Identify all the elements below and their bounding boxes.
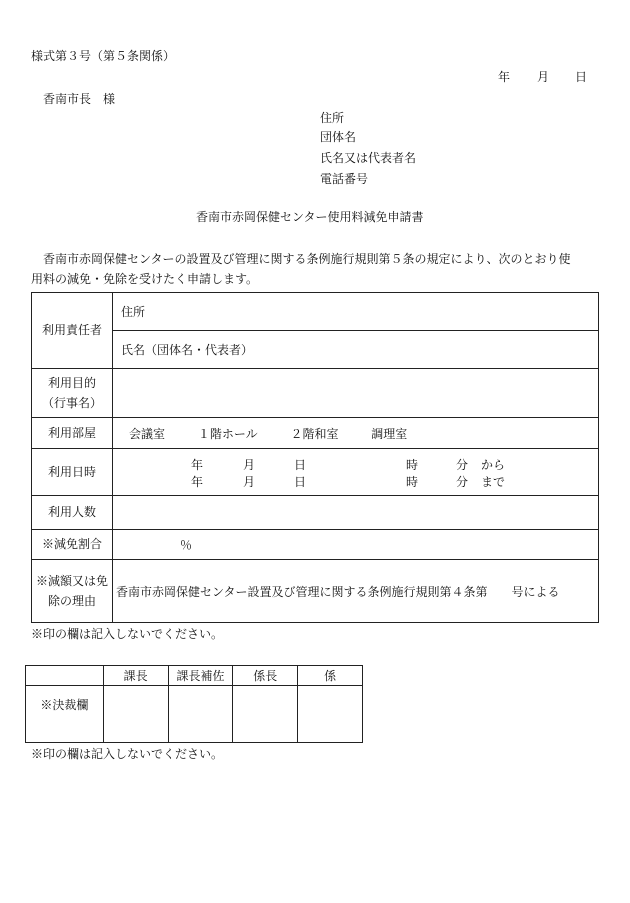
end-month: 月: [243, 475, 256, 489]
rate-field[interactable]: [113, 530, 599, 560]
end-minute: 分: [456, 475, 469, 489]
approval-label: ※決裁欄: [26, 676, 104, 733]
end-hour: 時: [406, 475, 419, 489]
approval-stamp-chief: [103, 686, 168, 743]
people-field[interactable]: [113, 496, 599, 530]
end-day: 日: [294, 475, 307, 489]
responsible-name-label: 氏名（団体名・代表者）: [121, 343, 254, 357]
intro-line-2: 用料の減免・免除を受けたく申請します。: [31, 272, 259, 286]
reason-text: 香南市赤岡保健センター設置及び管理に関する条例施行規則第４条第 号による: [116, 584, 560, 599]
approval-header-deputy: 課長補佐: [168, 666, 233, 686]
start-hour: 時: [406, 458, 419, 472]
purpose-label-line1: 利用目的: [47, 375, 96, 390]
applicant-name-label: 氏名又は代表者名: [320, 151, 417, 165]
start-from: から: [481, 458, 506, 472]
applicant-address-label: 住所: [320, 111, 345, 125]
reason-label-line2: 除の理由: [47, 594, 96, 608]
start-year: 年: [191, 458, 204, 472]
rate-label: ※減免割合: [32, 530, 113, 560]
purpose-field[interactable]: [113, 369, 599, 418]
room-option-kitchen[interactable]: 調理室: [371, 426, 408, 441]
document-title: 香南市赤岡保健センター使用料減免申請書: [196, 210, 424, 224]
datetime-label: 利用日時: [32, 449, 113, 496]
responsible-name-field[interactable]: [113, 331, 599, 369]
approval-header-subchief: 係長: [233, 666, 298, 686]
approval-stamp-subchief: [233, 686, 298, 743]
percent-sign: ％: [180, 538, 193, 552]
approval-header-staff: 係: [298, 666, 363, 686]
room-option-meeting[interactable]: 会議室: [129, 426, 166, 441]
end-year: 年: [191, 475, 204, 489]
date-month: 月: [537, 70, 550, 84]
room-options: [113, 418, 599, 449]
reason-label: [32, 560, 113, 623]
start-day: 日: [294, 458, 307, 472]
date-day: 日: [575, 70, 588, 84]
approval-stamp-staff: [298, 686, 363, 743]
applicant-phone-label: 電話番号: [320, 172, 369, 186]
end-until: まで: [481, 475, 506, 489]
start-month: 月: [243, 458, 256, 472]
people-label: 利用人数: [32, 496, 113, 530]
addressee: 香南市長 様: [43, 92, 116, 106]
room-option-japanese[interactable]: ２階和室: [290, 426, 339, 441]
approval-stamp-deputy: [168, 686, 233, 743]
note-2: ※印の欄は記入しないでください。: [31, 747, 224, 761]
purpose-label: [32, 369, 113, 418]
date-year: 年: [498, 70, 511, 84]
room-option-hall[interactable]: １階ホール: [197, 426, 258, 441]
reason-label-line1: ※減額又は免: [35, 573, 108, 588]
responsible-label: 利用責任者: [32, 293, 113, 369]
start-minute: 分: [456, 458, 469, 472]
intro-line-1: 香南市赤岡保健センターの設置及び管理に関する条例施行規則第５条の規定により、次のとおり使: [43, 252, 571, 266]
datetime-field[interactable]: [113, 449, 599, 496]
note-1: ※印の欄は記入しないでください。: [31, 627, 224, 641]
purpose-label-line2: （行事名）: [41, 396, 102, 410]
form-number: 様式第３号（第５条関係）: [31, 49, 176, 63]
responsible-address-field[interactable]: [113, 293, 599, 331]
applicant-group-label: 団体名: [320, 130, 357, 144]
responsible-address-label: 住所: [121, 305, 146, 319]
room-label: 利用部屋: [32, 418, 113, 449]
application-table: [31, 292, 599, 623]
reason-field: [113, 560, 599, 623]
approval-table: [25, 665, 363, 743]
approval-header-chief: 課長: [103, 666, 168, 686]
